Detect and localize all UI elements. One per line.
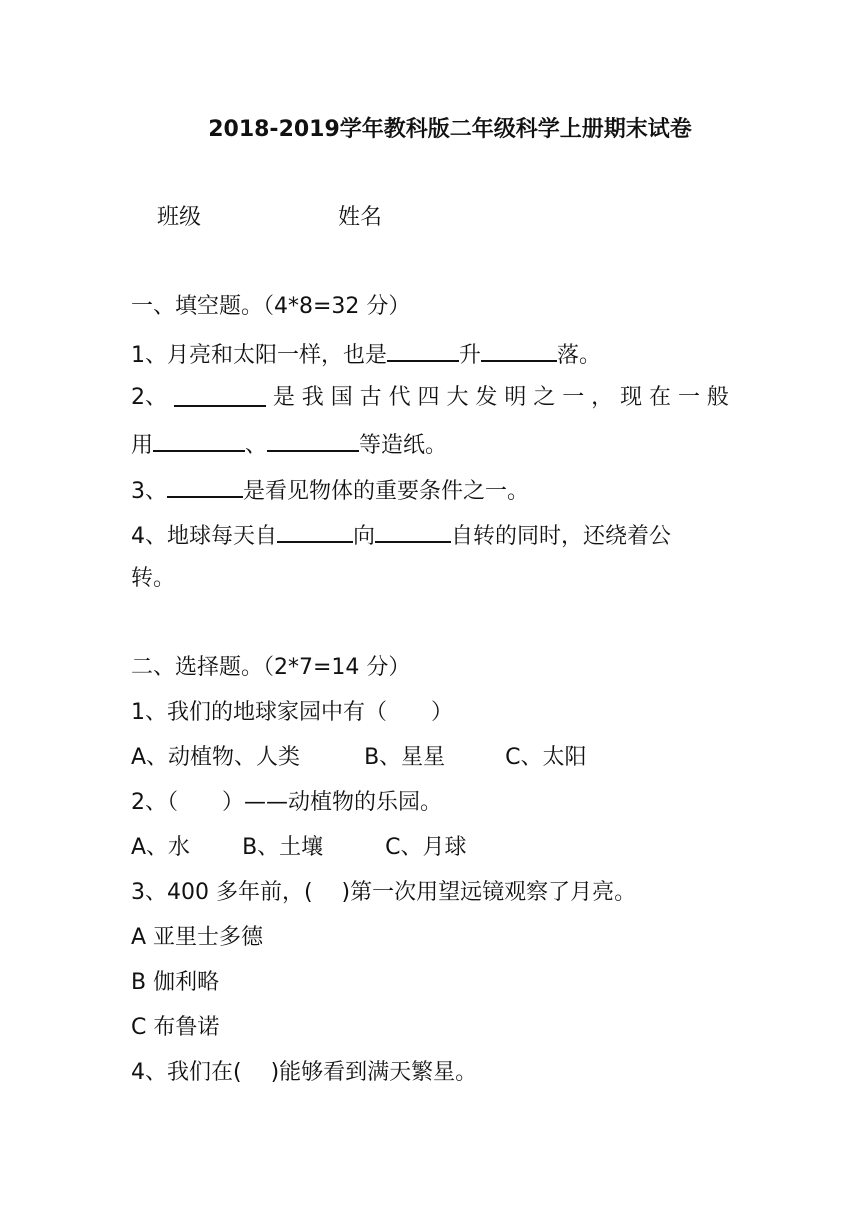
choice-question-3: 3、400 多年前，( )第一次用望远镜观察了月亮。	[131, 880, 637, 905]
fill-question-2-line2: 用 、 等造纸。	[131, 428, 447, 461]
option-c[interactable]: C、月球	[385, 835, 467, 860]
option-b[interactable]: B、土壤	[242, 835, 324, 860]
answer-blank[interactable]	[267, 428, 359, 452]
fill-question-4-line2: 转。	[131, 566, 176, 591]
section2-heading: 二、选择题。（2*7=14 分）	[131, 655, 411, 680]
answer-blank[interactable]	[375, 519, 451, 543]
option-a[interactable]: A、动植物、人类	[131, 745, 301, 770]
answer-blank[interactable]	[153, 428, 245, 452]
section1-heading: 一、填空题。（4*8=32 分）	[131, 294, 411, 319]
option-a[interactable]: A 亚里士多德	[131, 925, 264, 950]
answer-blank[interactable]	[387, 338, 459, 362]
fill-question-1: 1、月亮和太阳一样，也是 升 落。	[131, 338, 601, 371]
answer-blank[interactable]	[174, 383, 266, 407]
answer-blank[interactable]	[277, 519, 353, 543]
option-c[interactable]: C、太阳	[505, 745, 587, 770]
choice-question-4: 4、我们在( )能够看到满天繁星。	[131, 1060, 478, 1085]
option-a[interactable]: A、水	[131, 835, 191, 860]
option-b[interactable]: B 伽利略	[131, 970, 220, 995]
class-label: 班级	[157, 205, 202, 230]
option-b[interactable]: B、星星	[364, 745, 446, 770]
fill-question-3: 3、 是看见物体的重要条件之一。	[131, 474, 529, 507]
choice-question-2: 2、（ ）——动植物的乐园。	[131, 790, 442, 815]
exam-title: 2018-2019学年教科版二年级科学上册期末试卷	[208, 117, 692, 142]
option-c[interactable]: C 布鲁诺	[131, 1015, 220, 1040]
name-label: 姓名	[338, 205, 383, 230]
answer-blank[interactable]	[481, 338, 557, 362]
fill-question-2-line1: 2、 是 我 国 古 代 四 大 发 明 之 一 ， 现 在 一 般	[131, 385, 729, 410]
choice-question-1: 1、我们的地球家园中有（ ）	[131, 700, 453, 725]
fill-question-4-line1: 4、地球每天自 向 自转的同时，还绕着公	[131, 519, 671, 552]
choice-question-1-options	[131, 743, 587, 773]
choice-question-2-options	[131, 833, 467, 863]
answer-blank[interactable]	[167, 474, 243, 498]
